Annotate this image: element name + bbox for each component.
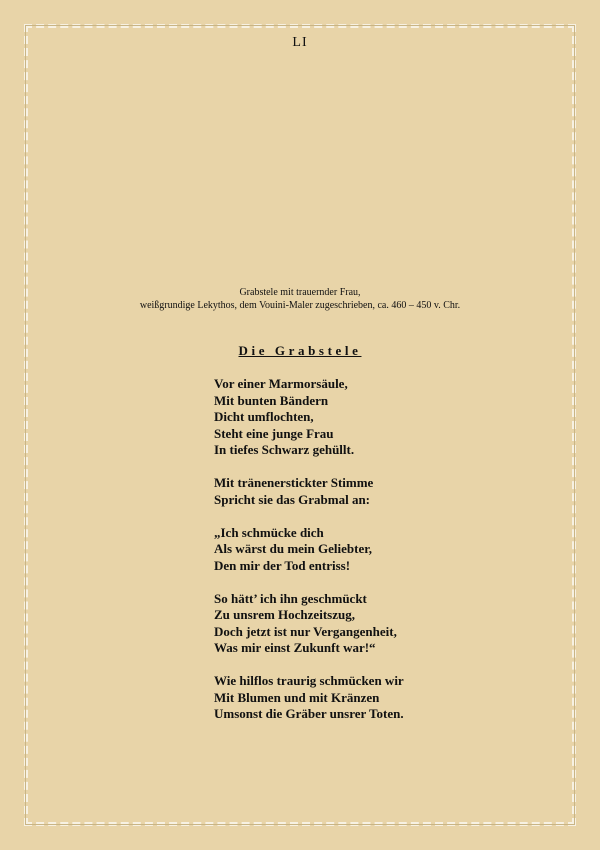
caption-line: weißgrundige Lekythos, dem Vouini-Maler zugeschrieben, ca. 460 – 450 v. Chr.: [139, 300, 461, 311]
poem-line: Mit bunten Bändern: [214, 392, 329, 408]
stanza: [214, 475, 554, 508]
poem-line: Spricht sie das Grabmal an:: [214, 491, 371, 507]
image-caption: [0, 286, 600, 312]
poem-body: [214, 376, 554, 739]
poem-line: In tiefes Schwarz gehüllt.: [214, 442, 355, 457]
stanza: [214, 673, 554, 723]
stanza: [214, 376, 554, 459]
poem-line: Vor einer Marmorsäule,: [214, 376, 348, 391]
poem-line: „Ich schmücke dich: [214, 524, 324, 540]
poem-line: So hätt’ ich ihn geschmückt: [214, 590, 367, 606]
poem-line: Steht eine junge Frau: [214, 425, 334, 441]
poem-line: Doch jetzt ist nur Vergangenheit,: [214, 623, 397, 639]
stanza: [214, 525, 554, 575]
poem-line: Mit Blumen und mit Kränzen: [214, 689, 380, 705]
stanza: [214, 591, 554, 657]
poem-line: Wie hilflos traurig schmücken wir: [214, 673, 404, 688]
poem-line: Zu unsrem Hochzeitszug,: [214, 607, 355, 622]
poem-line: Mit tränenerstickter Stimme: [214, 475, 374, 490]
poem-line: Dicht umflochten,: [214, 409, 314, 424]
caption-line: Grabstele mit trauernder Frau,: [239, 287, 361, 298]
poem-line: Als wärst du mein Geliebter,: [214, 541, 373, 556]
page-number: LI: [292, 35, 308, 50]
poem-line: Den mir der Tod entriss!: [214, 557, 351, 573]
poem-line: Umsonst die Gräber unsrer Toten.: [214, 706, 404, 721]
poem-line: Was mir einst Zukunft war!“: [214, 640, 376, 655]
poem-title: Die Grabstele: [238, 343, 362, 358]
